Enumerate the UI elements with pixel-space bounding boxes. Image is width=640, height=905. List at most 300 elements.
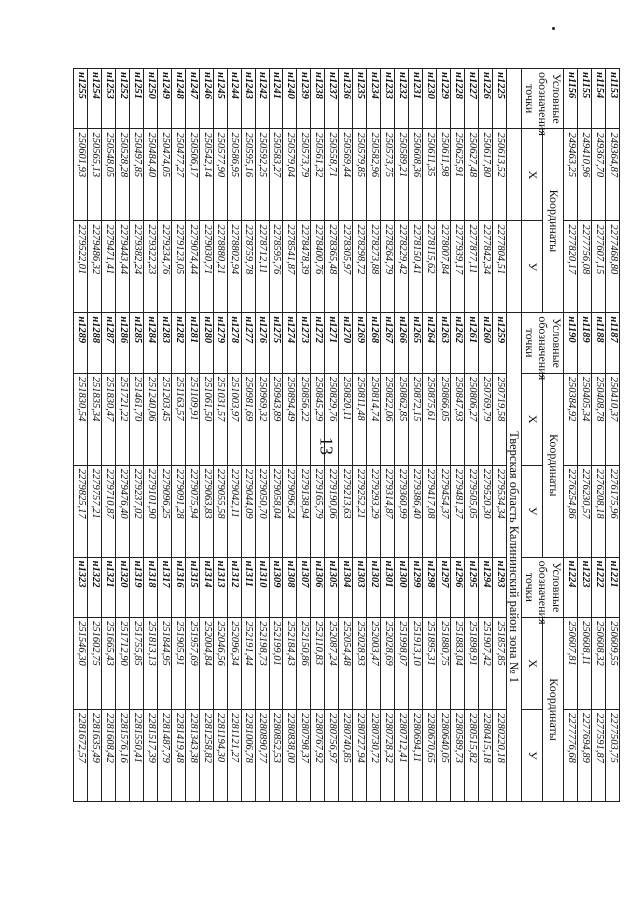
table-row [185, 69, 199, 802]
x-value: 250573,75 [381, 129, 395, 221]
point-id: н1266 [395, 313, 409, 373]
x-value: 251240,06 [143, 373, 157, 465]
point-id: н1319 [130, 557, 144, 617]
header-coordinates: Координаты [542, 373, 563, 557]
point-id: н1300 [395, 557, 409, 617]
header-coordinates: Координаты [542, 129, 563, 313]
point-id: н1242 [255, 69, 269, 129]
point-id: н1233 [381, 69, 395, 129]
x-value: 250608,36 [409, 129, 423, 221]
point-id: н1318 [143, 557, 157, 617]
x-value: 250872,15 [409, 373, 423, 465]
x-value: 250847,93 [450, 373, 464, 465]
x-value: 250769,79 [478, 373, 492, 465]
y-value: 2276230,57 [578, 465, 592, 557]
y-value: 2279101,90 [143, 465, 157, 557]
table-row [395, 69, 409, 802]
y-value: 2277607,15 [592, 221, 606, 313]
y-value: 2279825,17 [73, 465, 87, 557]
point-id: н1156 [564, 69, 578, 129]
y-value: 2277694,89 [578, 710, 592, 802]
gap-cell [506, 221, 521, 313]
header-y: У [521, 710, 542, 802]
point-id: н1251 [130, 69, 144, 129]
y-value: 2278273,88 [367, 221, 381, 313]
point-id: н1255 [73, 69, 87, 129]
point-id: н1238 [311, 69, 325, 129]
point-id: н1263 [436, 313, 450, 373]
y-value: 2281635,49 [88, 710, 102, 802]
y-value: 2279234,76 [157, 221, 171, 313]
point-id: н1259 [492, 313, 506, 373]
point-id: н1252 [116, 69, 130, 129]
header-y: У [521, 465, 542, 557]
x-value: 250608,32 [592, 618, 606, 710]
region-label: Тверская область Калининский район зона № 1 [506, 313, 521, 802]
point-id: н1308 [283, 557, 297, 617]
point-id: н1321 [102, 557, 116, 617]
table-row [227, 69, 241, 802]
y-value: 2278541,87 [283, 221, 297, 313]
y-value: 2277842,34 [478, 221, 492, 313]
top-rows [564, 69, 620, 802]
x-value: 252150,86 [297, 618, 311, 710]
point-id: н1265 [409, 313, 423, 373]
y-value: 2281487,79 [157, 710, 171, 802]
point-id: н1230 [423, 69, 437, 129]
point-id: н1229 [436, 69, 450, 129]
x-value: 250595,16 [241, 129, 255, 221]
table-row [423, 69, 437, 802]
x-value: 251830,47 [102, 373, 116, 465]
y-value: 2279063,83 [199, 465, 213, 557]
page-number: 13 [316, 437, 337, 455]
x-value: 250613,52 [492, 129, 506, 221]
point-id: н1282 [171, 313, 185, 373]
y-value: 2279314,87 [381, 465, 395, 557]
x-value: 251844,95 [157, 618, 171, 710]
x-value: 252198,73 [255, 618, 269, 710]
table-row [311, 69, 325, 802]
x-value: 251003,97 [227, 373, 241, 465]
y-value: 2278478,39 [297, 221, 311, 313]
x-value: 252110,83 [311, 618, 325, 710]
point-id: н1237 [325, 69, 339, 129]
point-id: н1309 [269, 557, 283, 617]
y-value: 2277939,17 [450, 221, 464, 313]
rotated-table-container [76, 68, 620, 802]
point-id: н1277 [241, 313, 255, 373]
y-value: 2279138,94 [297, 465, 311, 557]
point-id: н1307 [297, 557, 311, 617]
y-value: 2279505,05 [464, 465, 478, 557]
point-id: н1274 [283, 313, 297, 373]
point-id: н1248 [171, 69, 185, 129]
x-value: 250943,89 [269, 373, 283, 465]
gap-cell [506, 129, 521, 221]
x-value: 251998,07 [395, 618, 409, 710]
x-value: 250542,14 [199, 129, 213, 221]
table-row [102, 69, 116, 802]
y-value: 2279050,70 [255, 465, 269, 557]
header-designation: Условные обозначения точки [521, 313, 563, 373]
table-row [367, 69, 381, 802]
point-id: н1261 [464, 313, 478, 373]
x-value: 250806,27 [464, 373, 478, 465]
y-value: 2279042,11 [227, 465, 241, 557]
point-id: н1303 [353, 557, 367, 617]
point-id: н1315 [185, 557, 199, 617]
x-value: 251830,54 [73, 373, 87, 465]
x-value: 250573,79 [297, 129, 311, 221]
y-value: 2280728,32 [381, 710, 395, 802]
point-id: н1221 [606, 557, 620, 617]
x-value: 250608,11 [578, 618, 592, 710]
y-value: 2280727,94 [353, 710, 367, 802]
point-id: н1310 [255, 557, 269, 617]
point-id: н1239 [297, 69, 311, 129]
x-value: 250583,27 [269, 129, 283, 221]
point-id: н1314 [199, 557, 213, 617]
x-value: 251880,75 [436, 618, 450, 710]
point-id: н1295 [464, 557, 478, 617]
point-id: н1240 [283, 69, 297, 129]
point-id: н1302 [367, 557, 381, 617]
point-id: н1285 [130, 313, 144, 373]
point-id: н1306 [311, 557, 325, 617]
x-value: 251907,42 [478, 618, 492, 710]
x-value: 251721,22 [116, 373, 130, 465]
x-value: 252054,48 [339, 618, 353, 710]
table-row [436, 69, 450, 802]
y-value: 2278264,79 [381, 221, 395, 313]
x-value: 250561,32 [311, 129, 325, 221]
point-id: н1228 [450, 69, 464, 129]
x-value: 250577,90 [213, 129, 227, 221]
y-value: 2278712,11 [255, 221, 269, 313]
x-value: 251203,45 [157, 373, 171, 465]
point-id: н1293 [492, 557, 506, 617]
x-value: 252199,01 [269, 618, 283, 710]
point-id: н1227 [464, 69, 478, 129]
x-value: 250820,11 [339, 373, 353, 465]
x-value: 250866,05 [436, 373, 450, 465]
y-value: 2276208,18 [592, 465, 606, 557]
point-id: н1253 [102, 69, 116, 129]
table-row [255, 69, 269, 802]
point-id: н1294 [478, 557, 492, 617]
table-row [464, 69, 478, 802]
point-id: н1322 [88, 557, 102, 617]
y-value: 2278298,72 [353, 221, 367, 313]
point-id: н1281 [185, 313, 199, 373]
point-id: н1288 [88, 313, 102, 373]
y-value: 2281006,78 [241, 710, 255, 802]
point-id: н1280 [199, 313, 213, 373]
speck [552, 27, 555, 30]
x-value: 251813,13 [143, 618, 157, 710]
y-value: 2278150,41 [409, 221, 423, 313]
y-value: 2280767,92 [311, 710, 325, 802]
x-value: 249367,70 [592, 129, 606, 221]
y-value: 2279237,02 [130, 465, 144, 557]
x-value: 251835,34 [88, 373, 102, 465]
point-id: н1245 [213, 69, 227, 129]
x-value: 250579,04 [283, 129, 297, 221]
table-row [269, 69, 283, 802]
y-value: 2280730,72 [367, 710, 381, 802]
x-value: 251712,90 [116, 618, 130, 710]
table-row [241, 69, 255, 802]
x-value: 250405,34 [578, 373, 592, 465]
y-value: 2277468,80 [606, 221, 620, 313]
point-id: н1270 [339, 313, 353, 373]
y-value: 2280220,18 [492, 710, 506, 802]
y-value: 2279293,29 [367, 465, 381, 557]
y-value: 2279075,94 [185, 465, 199, 557]
y-value: 2278007,84 [436, 221, 450, 313]
point-id: н1313 [213, 557, 227, 617]
x-value: 252191,44 [241, 618, 255, 710]
y-value: 2281194,30 [213, 710, 227, 802]
y-value: 2277591,87 [592, 710, 606, 802]
point-id: н1323 [73, 557, 87, 617]
y-value: 2280890,77 [255, 710, 269, 802]
x-value: 250589,21 [395, 129, 409, 221]
point-id: н1278 [227, 313, 241, 373]
y-value: 2279055,58 [213, 465, 227, 557]
y-value: 2281121,27 [227, 710, 241, 802]
x-value: 250586,95 [227, 129, 241, 221]
point-id: н1226 [478, 69, 492, 129]
point-id: н1235 [353, 69, 367, 129]
x-value: 250719,58 [492, 373, 506, 465]
y-value: 2279386,40 [409, 465, 423, 557]
x-value: 249463,25 [564, 129, 578, 221]
point-id: н1244 [227, 69, 241, 129]
y-value: 2279322,23 [143, 221, 157, 313]
x-value: 250506,17 [185, 129, 199, 221]
point-id: н1231 [409, 69, 423, 129]
point-id: н1312 [227, 557, 241, 617]
point-id: н1232 [395, 69, 409, 129]
y-value: 2281343,38 [185, 710, 199, 802]
x-value: 250592,25 [255, 129, 269, 221]
point-id: н1267 [381, 313, 395, 373]
y-value: 2279123,05 [171, 221, 185, 313]
x-value: 250875,61 [423, 373, 437, 465]
point-id: н1273 [297, 313, 311, 373]
table-row [116, 69, 130, 802]
x-value: 251898,91 [464, 618, 478, 710]
y-value: 2280670,65 [423, 710, 437, 802]
point-id: н1301 [381, 557, 395, 617]
point-id: н1269 [353, 313, 367, 373]
x-value: 250579,85 [353, 129, 367, 221]
y-value: 2277756,08 [578, 221, 592, 313]
y-value: 2281517,39 [143, 710, 157, 802]
y-value: 2281672,57 [73, 710, 87, 802]
point-id: н1188 [592, 313, 606, 373]
point-id: н1268 [367, 313, 381, 373]
point-id: н1304 [339, 557, 353, 617]
x-value: 250528,28 [116, 129, 130, 221]
x-value: 251602,75 [88, 618, 102, 710]
y-value: 2281550,41 [130, 710, 144, 802]
x-value: 251905,91 [171, 618, 185, 710]
point-id: н1289 [73, 313, 87, 373]
point-id: н1286 [116, 313, 130, 373]
point-id: н1224 [564, 557, 578, 617]
y-value: 2280740,85 [339, 710, 353, 802]
point-id: н1279 [213, 313, 227, 373]
y-value: 2279030,71 [199, 221, 213, 313]
table-row [283, 69, 297, 802]
x-value: 250981,69 [241, 373, 255, 465]
table-row [353, 69, 367, 802]
y-value: 2278759,78 [241, 221, 255, 313]
y-value: 2280589,73 [450, 710, 464, 802]
point-id: н1284 [143, 313, 157, 373]
point-id: н1287 [102, 313, 116, 373]
y-value: 2279522,01 [73, 221, 87, 313]
point-id: н1283 [157, 313, 171, 373]
table-row [325, 69, 339, 802]
y-value: 2277804,51 [492, 221, 506, 313]
x-value: 250814,74 [367, 373, 381, 465]
point-id: н1155 [578, 69, 592, 129]
table-row [606, 69, 620, 802]
y-value: 2280798,37 [297, 710, 311, 802]
x-value: 252003,47 [367, 618, 381, 710]
y-value: 2279058,04 [269, 465, 283, 557]
y-value: 2279044,09 [241, 465, 255, 557]
x-value: 250625,91 [450, 129, 464, 221]
y-value: 2280640,05 [436, 710, 450, 802]
table-row [564, 69, 578, 802]
x-value: 250601,93 [73, 129, 87, 221]
point-id: н1305 [325, 557, 339, 617]
table-row [157, 69, 171, 802]
y-value: 2278229,42 [395, 221, 409, 313]
y-value: 2280415,18 [478, 710, 492, 802]
table-row [409, 69, 423, 802]
y-value: 2276254,86 [564, 465, 578, 557]
y-value: 2279096,24 [283, 465, 297, 557]
x-value: 252046,56 [213, 618, 227, 710]
y-value: 2281419,48 [171, 710, 185, 802]
table-row [88, 69, 102, 802]
table-row [73, 69, 87, 802]
y-value: 2277820,17 [564, 221, 578, 313]
x-value: 249410,96 [578, 129, 592, 221]
y-value: 2281608,42 [102, 710, 116, 802]
table-row [578, 69, 592, 802]
header-coordinates: Координаты [542, 618, 563, 802]
x-value: 251665,43 [102, 618, 116, 710]
y-value: 2279165,79 [311, 465, 325, 557]
point-id: н1320 [116, 557, 130, 617]
x-value: 252096,34 [227, 618, 241, 710]
x-value: 252028,69 [381, 618, 395, 710]
table-row [297, 69, 311, 802]
y-value: 2278880,21 [213, 221, 227, 313]
y-value: 2279382,24 [130, 221, 144, 313]
x-value: 251109,91 [185, 373, 199, 465]
y-value: 2279443,44 [116, 221, 130, 313]
point-id: н1247 [185, 69, 199, 129]
x-value: 250829,76 [325, 373, 339, 465]
header-x: Х [521, 373, 542, 465]
point-id: н1271 [325, 313, 339, 373]
point-id: н1222 [592, 557, 606, 617]
y-value: 2279091,28 [171, 465, 185, 557]
table-row [171, 69, 185, 802]
y-value: 2278400,76 [311, 221, 325, 313]
x-value: 249364,87 [606, 129, 620, 221]
point-id: н1190 [564, 313, 578, 373]
table-row [130, 69, 144, 802]
table-row [381, 69, 395, 802]
x-value: 250410,37 [606, 373, 620, 465]
x-value: 250384,92 [564, 373, 578, 465]
y-value: 2277776,68 [564, 710, 578, 802]
y-value: 2279757,21 [88, 465, 102, 557]
point-id: н1260 [478, 313, 492, 373]
table-row [199, 69, 213, 802]
table-row [213, 69, 227, 802]
x-value: 251061,50 [199, 373, 213, 465]
point-id: н1254 [88, 69, 102, 129]
y-value: 2278305,97 [339, 221, 353, 313]
y-value: 2280515,82 [464, 710, 478, 802]
point-id: н1275 [269, 313, 283, 373]
table-row [478, 69, 492, 802]
y-value: 2277503,75 [606, 710, 620, 802]
table-row [492, 69, 506, 802]
x-value: 250609,55 [606, 618, 620, 710]
x-value: 250611,98 [436, 129, 450, 221]
table-row [450, 69, 464, 802]
point-id: н1246 [199, 69, 213, 129]
x-value: 251755,85 [130, 618, 144, 710]
y-value: 2279520,30 [478, 465, 492, 557]
x-value: 252184,43 [283, 618, 297, 710]
y-value: 2279190,06 [325, 465, 339, 557]
x-value: 251883,04 [450, 618, 464, 710]
y-value: 2280756,97 [325, 710, 339, 802]
point-id: н1153 [606, 69, 620, 129]
x-value: 251461,70 [130, 373, 144, 465]
x-value: 251163,57 [171, 373, 185, 465]
point-id: н1298 [423, 557, 437, 617]
x-value: 250845,29 [311, 373, 325, 465]
x-value: 250484,40 [143, 129, 157, 221]
point-id: н1272 [311, 313, 325, 373]
table-row [592, 69, 606, 802]
x-value: 251957,69 [185, 618, 199, 710]
x-value: 250548,05 [102, 129, 116, 221]
y-value: 2279096,25 [157, 465, 171, 557]
point-id: н1296 [450, 557, 464, 617]
point-id: н1264 [423, 313, 437, 373]
y-value: 2280712,41 [395, 710, 409, 802]
y-value: 2279213,63 [339, 465, 353, 557]
main-rows [73, 69, 506, 802]
x-value: 250582,96 [367, 129, 381, 221]
point-id: н1249 [157, 69, 171, 129]
point-id: н1234 [367, 69, 381, 129]
